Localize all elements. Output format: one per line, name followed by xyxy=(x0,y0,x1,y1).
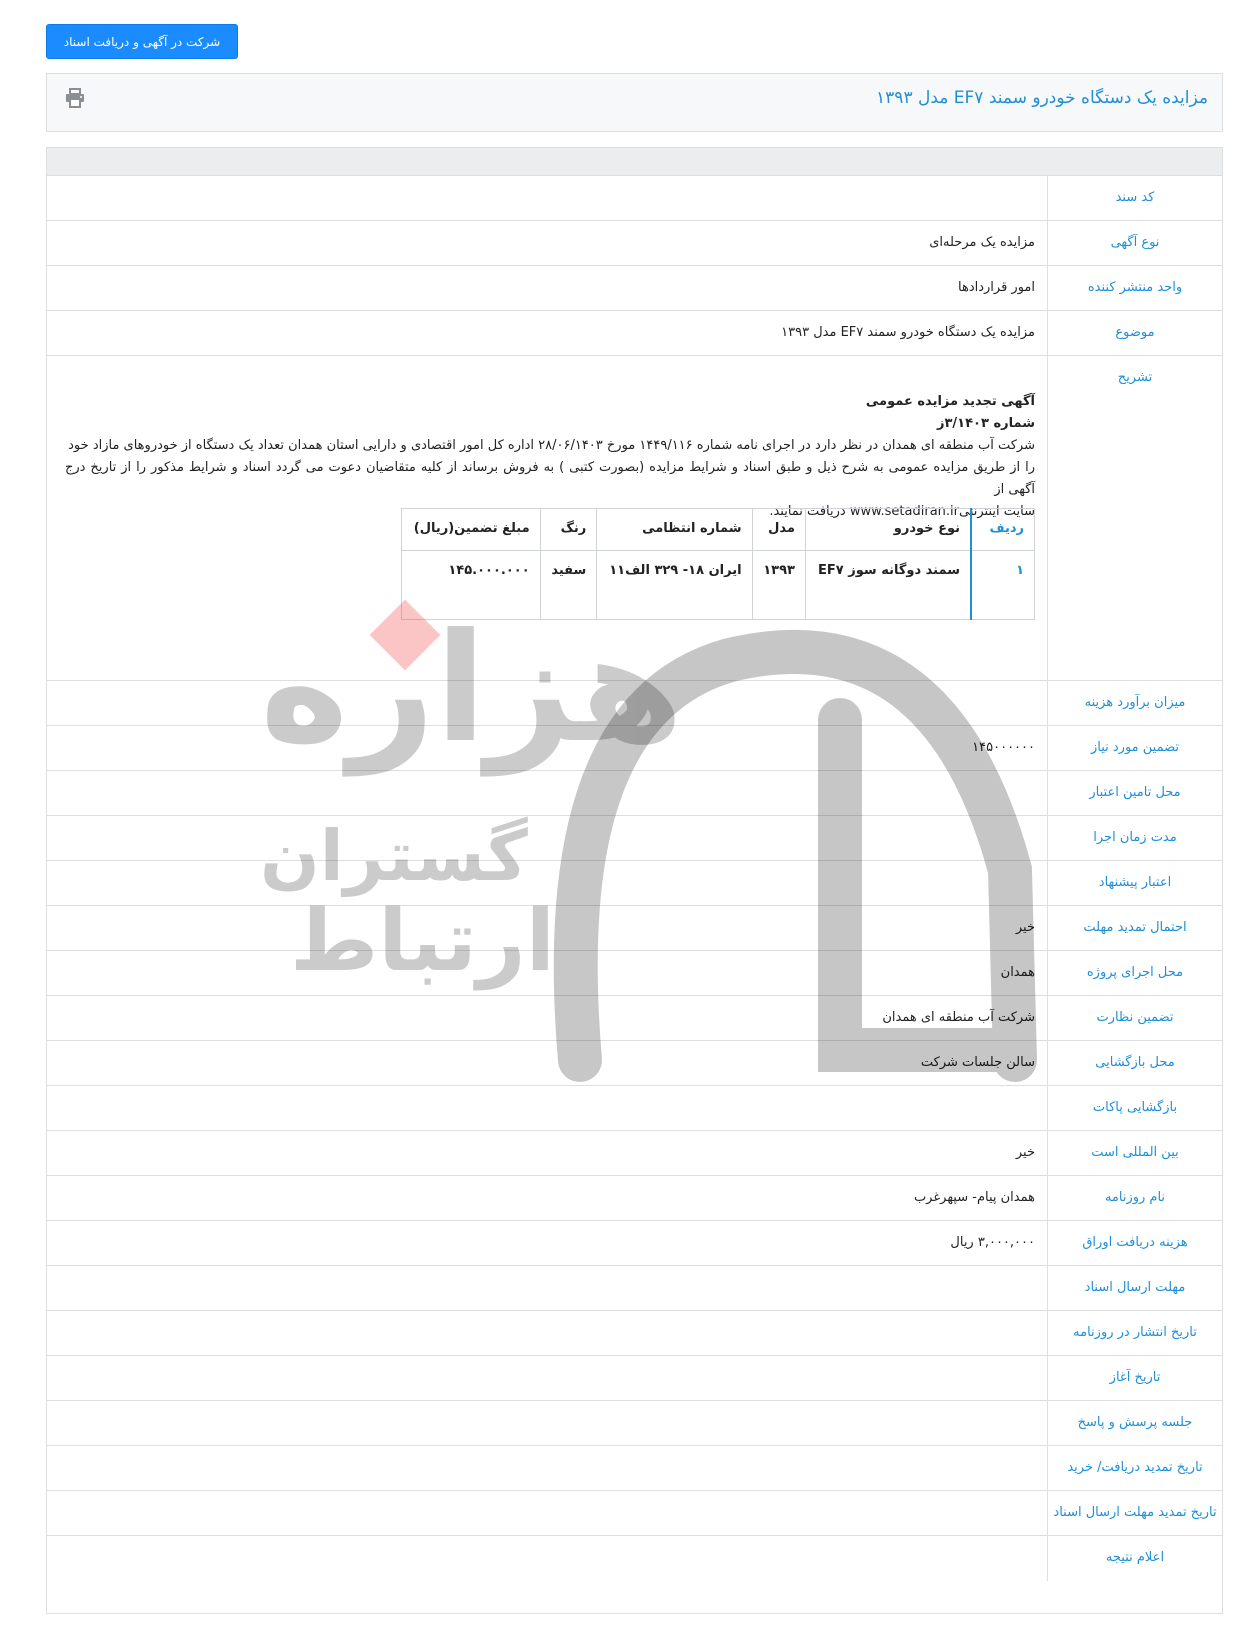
description-text xyxy=(65,391,1035,523)
description-number: شماره ۳/۱۴۰۳ز xyxy=(937,416,1035,431)
vehicle-table-header: نوع خودرو xyxy=(805,509,971,551)
detail-value: سالن جلسات شرکت xyxy=(920,1055,1035,1070)
row-publish-date xyxy=(47,1311,1222,1356)
detail-label: مدت زمان اجرا xyxy=(1047,816,1222,860)
page-title: مزایده یک دستگاه خودرو سمند EF۷ مدل ۱۳۹۳ xyxy=(876,88,1208,108)
row-supervision-guarantee xyxy=(47,996,1222,1041)
watermark-text: هزاره xyxy=(260,602,684,776)
description-paragraph-line: را از طریق مزایده عمومی به شرح ذیل و طبق اسناد و شرایط مزایده (بصورت کتبی ) به فروش برساند از کلیه متقاضیان دعوت می گردد اسناد و شرایط مذکور را از تاریخ درج آگهی از xyxy=(65,460,1035,497)
detail-label: میزان برآورد هزینه xyxy=(1047,681,1222,725)
vehicle-table xyxy=(401,508,1035,620)
description-paragraph-line: سایت اینترنتیwww.setadiran.ir دریافت نمایند. xyxy=(769,504,1035,519)
detail-label: نام روزنامه xyxy=(1047,1176,1222,1220)
vehicle-table-header: رنگ xyxy=(540,509,597,551)
vehicle-table-cell: ۱ xyxy=(971,551,1035,620)
row-international xyxy=(47,1131,1222,1176)
details-table xyxy=(46,147,1223,1614)
vehicle-table-cell: ۱۴۵.۰۰۰.۰۰۰ xyxy=(402,551,541,620)
label-subject: موضوع xyxy=(1047,311,1222,355)
row-extension-possibility xyxy=(47,906,1222,951)
watermark-text: ارتباط xyxy=(290,892,555,991)
detail-value: خیر xyxy=(1015,1145,1035,1160)
label-ad-type: نوع آگهی xyxy=(1047,221,1222,265)
label-description: تشریح xyxy=(1047,356,1222,680)
row-extension-submission-date xyxy=(47,1491,1222,1536)
row-doc-code xyxy=(47,176,1222,221)
detail-label: تاریخ آغاز xyxy=(1047,1356,1222,1400)
value-subject: مزایده یک دستگاه خودرو سمند EF۷ مدل ۱۳۹۳ xyxy=(781,325,1035,340)
detail-value: ۱۴۵۰۰۰۰۰۰ xyxy=(972,740,1035,755)
detail-label: تاریخ تمدید دریافت/ خرید xyxy=(1047,1446,1222,1490)
detail-label: اعلام نتیجه xyxy=(1047,1536,1222,1581)
vehicle-table-cell: ایران ۱۸- ۳۲۹ الف۱۱ xyxy=(597,551,752,620)
row-offer-validity xyxy=(47,861,1222,906)
detail-value: خیر xyxy=(1015,920,1035,935)
detail-label: اعتبار پیشنهاد xyxy=(1047,861,1222,905)
row-result-announcement xyxy=(47,1536,1222,1581)
row-document-fee xyxy=(47,1221,1222,1266)
label-doc-code: کد سند xyxy=(1047,176,1222,220)
row-duration xyxy=(47,816,1222,861)
row-opening-location xyxy=(47,1041,1222,1086)
detail-label: هزینه دریافت اوراق xyxy=(1047,1221,1222,1265)
detail-label: تاریخ انتشار در روزنامه xyxy=(1047,1311,1222,1355)
description-paragraph-line: شرکت آب منطقه ای همدان در نظر دارد در اجرای نامه شماره ۱۴۴۹/۱۱۶ مورخ ۲۸/۰۶/۱۴۰۳ اداره کل امور اقتصادی و دارایی استان همدان تعداد یک دستگاه از خودروهای مازاد خود xyxy=(68,438,1035,453)
row-project-location xyxy=(47,951,1222,996)
detail-label: تاریخ تمدید مهلت ارسال اسناد xyxy=(1047,1491,1222,1535)
detail-label: محل تامین اعتبار xyxy=(1047,771,1222,815)
vehicle-table-cell: سفید xyxy=(540,551,597,620)
title-panel xyxy=(46,73,1223,132)
label-publisher: واحد منتشر کننده xyxy=(1047,266,1222,310)
row-guarantee xyxy=(47,726,1222,771)
participate-button[interactable]: شرکت در آگهی و دریافت اسناد xyxy=(46,24,238,59)
value-publisher: امور قراردادها xyxy=(958,280,1035,295)
vehicle-table-header: ردیف xyxy=(971,509,1035,551)
table-header-bar xyxy=(47,148,1222,176)
row-funding-source xyxy=(47,771,1222,816)
value-ad-type: مزایده یک مرحله‌ای xyxy=(929,235,1035,250)
table-row xyxy=(402,551,1035,620)
row-newspaper xyxy=(47,1176,1222,1221)
vehicle-table-cell: ۱۳۹۳ xyxy=(752,551,805,620)
row-description xyxy=(47,356,1222,681)
detail-label: تضمین نظارت xyxy=(1047,996,1222,1040)
detail-value: همدان xyxy=(1000,965,1035,980)
vehicle-table-header: مدل xyxy=(752,509,805,551)
row-qa-session xyxy=(47,1401,1222,1446)
vehicle-table-header: مبلغ تضمین(ریال) xyxy=(402,509,541,551)
detail-label: جلسه پرسش و پاسخ xyxy=(1047,1401,1222,1445)
watermark-text: گستران xyxy=(260,815,528,897)
row-cost-estimate xyxy=(47,681,1222,726)
row-submission-deadline xyxy=(47,1266,1222,1311)
vehicle-table-header: شماره انتظامی xyxy=(597,509,752,551)
row-start-date xyxy=(47,1356,1222,1401)
row-envelope-opening xyxy=(47,1086,1222,1131)
detail-label: احتمال تمدید مهلت xyxy=(1047,906,1222,950)
detail-value: همدان پیام- سپهرغرب xyxy=(913,1190,1035,1205)
detail-label: بازگشایی پاکات xyxy=(1047,1086,1222,1130)
vehicle-table-cell: سمند دوگانه سوز EF۷ xyxy=(805,551,971,620)
detail-label: بین المللی است xyxy=(1047,1131,1222,1175)
description-heading: آگهی تجدید مزایده عمومی xyxy=(865,394,1035,409)
row-ad-type xyxy=(47,221,1222,266)
detail-label: محل بازگشایی xyxy=(1047,1041,1222,1085)
detail-value: ۳,۰۰۰,۰۰۰ ریال xyxy=(950,1235,1035,1250)
detail-value: شرکت آب منطقه ای همدان xyxy=(882,1010,1035,1025)
detail-label: تضمین مورد نیاز xyxy=(1047,726,1222,770)
print-icon[interactable] xyxy=(64,87,86,109)
detail-label: محل اجرای پروژه xyxy=(1047,951,1222,995)
row-extension-purchase-date xyxy=(47,1446,1222,1491)
row-publisher xyxy=(47,266,1222,311)
row-subject xyxy=(47,311,1222,356)
detail-label: مهلت ارسال اسناد xyxy=(1047,1266,1222,1310)
